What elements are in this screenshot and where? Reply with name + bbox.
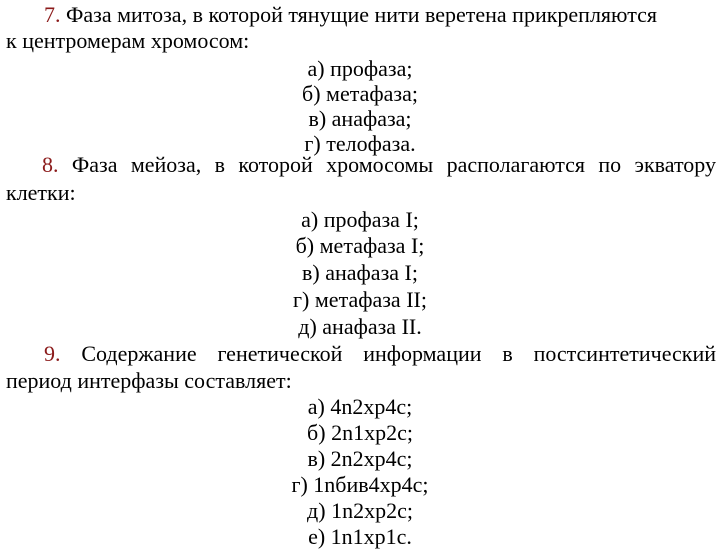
question-9-option-e: д) 1n2хр2с; (307, 498, 413, 523)
question-9-option-f: е) 1n1хр1с. (308, 524, 412, 549)
question-8-number: 8. (42, 152, 59, 177)
question-8-option-c: в) анафаза I; (302, 260, 418, 285)
question-7-option-c: в) анафаза; (308, 106, 412, 131)
question-7-line2: к центромерам хромосом: (6, 28, 250, 53)
question-9-line1 (6, 341, 716, 367)
question-9-option-c: в) 2n2хр4с; (307, 446, 413, 471)
question-9-option-a: а) 4n2хр4с; (307, 394, 413, 419)
question-8-option-a: а) профаза I; (301, 207, 419, 232)
question-8-option-d: г) метафаза II; (293, 287, 427, 312)
question-9-option-d: г) 1nбив4хр4с; (291, 472, 429, 497)
question-9-line2: период интерфазы составляет: (6, 368, 292, 393)
question-7-option-d: г) телофаза. (304, 131, 416, 156)
question-7-number: 7. (44, 2, 61, 27)
question-8-line2: клетки: (6, 180, 76, 205)
question-8-option-b: б) метафаза I; (295, 233, 425, 258)
question-9-number: 9. (44, 341, 61, 366)
question-7-line1 (44, 2, 657, 28)
question-8-text: Фаза мейоза, в которой хромосомы располагаются по экватору (71, 152, 717, 177)
question-8-option-e: д) анафаза II. (298, 314, 422, 339)
question-7-option-b: б) метафаза; (302, 81, 418, 106)
question-7-text: Фаза митоза, в которой тянущие нити веретена прикрепляются (66, 2, 657, 27)
question-9-text: Содержание генетической информации в постсинтетический (81, 341, 717, 366)
question-8-line1 (6, 152, 716, 178)
question-9-option-b: б) 2n1хр2с; (307, 420, 413, 445)
question-7-option-a: а) профаза; (307, 56, 413, 81)
